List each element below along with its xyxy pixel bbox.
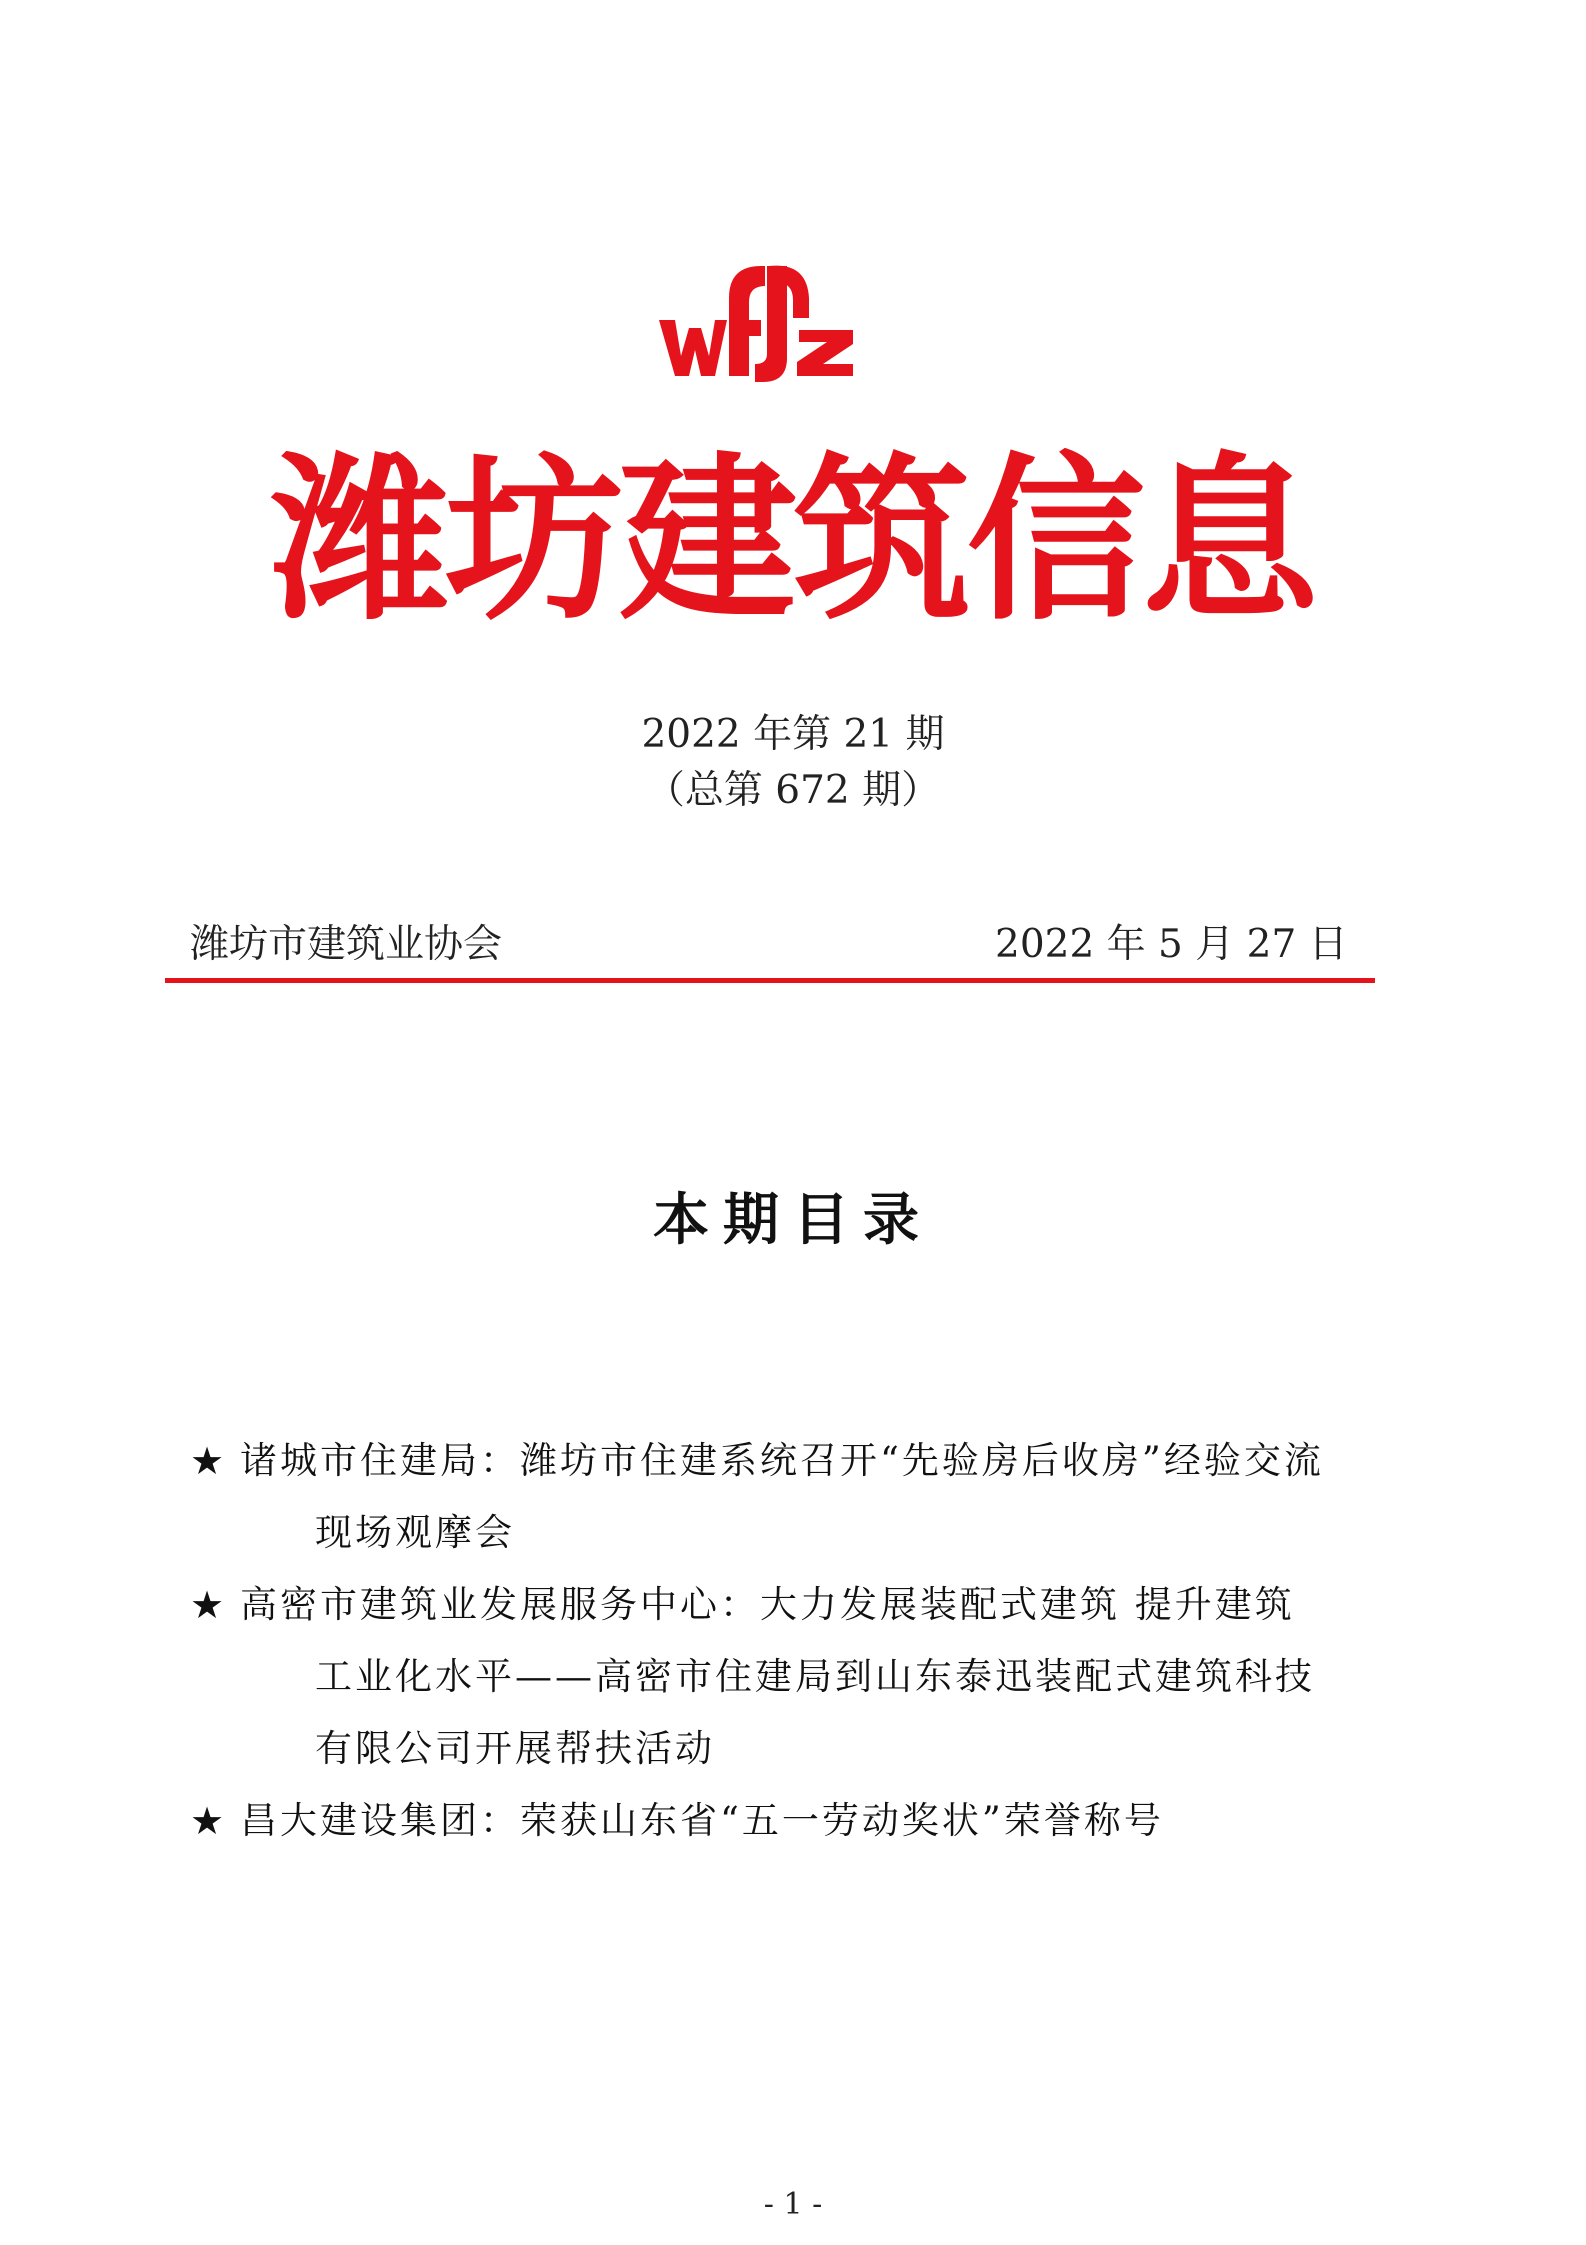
logo-letter-f: [729, 266, 765, 376]
toc-item-line: 有限公司开展帮扶活动: [315, 1727, 715, 1770]
toc-item: [190, 1425, 1410, 1569]
star-icon: ★: [190, 1439, 225, 1483]
toc-item: [190, 1569, 1410, 1785]
toc-title: 本期目录: [653, 1187, 933, 1253]
issue-number: 2022 年第 21 期: [641, 712, 945, 757]
star-icon: ★: [190, 1583, 225, 1627]
toc-item-line: 工业化水平——高密市住建局到山东泰迅装配式建筑科技: [315, 1655, 1315, 1698]
toc-list: [190, 1425, 1410, 1857]
wfjz-logo: [657, 258, 857, 383]
star-icon: ★: [190, 1799, 225, 1843]
publish-date: 2022 年 5 月 27 日: [995, 922, 1348, 967]
toc-item-line: 昌大建设集团：荣获山东省“五一劳动奖状”荣誉称号: [240, 1799, 1164, 1842]
masthead-title: 潍坊建筑信息: [271, 435, 1315, 644]
toc-item-line: 高密市建筑业发展服务中心：大力发展装配式建筑 提升建筑: [240, 1583, 1295, 1626]
toc-item: [190, 1785, 1410, 1857]
toc-item-line: 诸城市住建局：潍坊市住建系统召开“先验房后收房”经验交流: [240, 1439, 1324, 1482]
header-divider: [165, 978, 1375, 983]
logo-letter-z: [797, 330, 853, 376]
publisher-name: 潍坊市建筑业协会: [190, 922, 503, 967]
toc-item-line: 现场观摩会: [315, 1511, 515, 1554]
issue-total-number: （总第 672 期）: [645, 768, 941, 813]
logo-letter-w: [659, 320, 727, 376]
page-number: - 1 -: [763, 2187, 823, 2222]
